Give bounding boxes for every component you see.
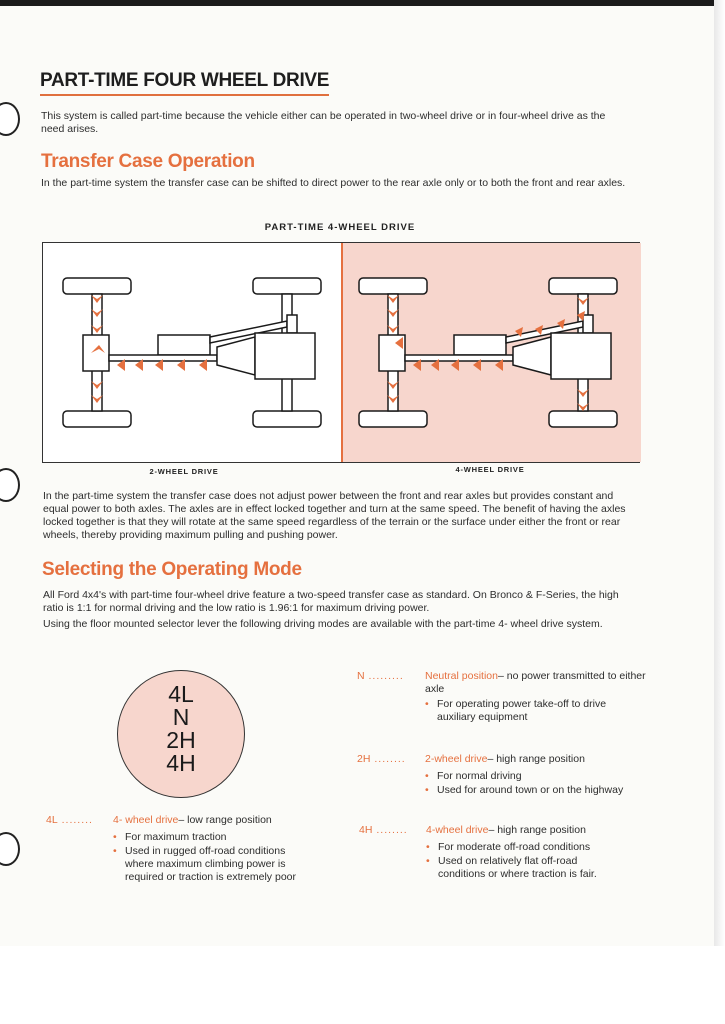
label-2wd: 2-WHEEL DRIVE: [149, 467, 219, 476]
mode-description: – no power transmitted to either axle: [425, 670, 646, 695]
binder-hole: [0, 102, 20, 136]
mode-bullet: • For moderate off-road conditions: [426, 841, 611, 854]
binder-hole: [0, 468, 20, 502]
section-title-operating-mode: Selecting the Operating Mode: [42, 559, 302, 580]
mode-name: 4- wheel drive: [113, 814, 179, 826]
mode-name: 4-wheel drive: [426, 824, 489, 836]
mode-4h: 4H ........ 4-wheel drive– high range position • For moderate off-road conditions • Used on relatively flat off-road conditions or where traction is fair.: [359, 824, 649, 882]
mode-bullet: • For normal driving: [425, 770, 652, 783]
binder-hole: [0, 832, 20, 866]
mode-bullet: • For operating power take-off to drive auxiliary equipment: [425, 698, 647, 724]
mode-code: 4H: [359, 824, 373, 836]
mode-name: Neutral position: [425, 670, 498, 682]
brochure-page: [0, 6, 715, 946]
mode-name: 2-wheel drive: [425, 753, 488, 765]
transfer-case-paragraph: In the part-time system the transfer case can be shifted to direct power to the rear axle only or to both the front and rear axles.: [41, 177, 626, 189]
mode-bullet: • For maximum traction: [113, 831, 313, 844]
selector-position-n: N: [172, 704, 190, 730]
diagram-title: PART-TIME 4-WHEEL DRIVE: [264, 222, 416, 233]
drivetrain-drawings: [43, 243, 639, 462]
selector-position-4h: 4H: [166, 750, 196, 776]
selector-position-4l: 4L: [168, 681, 194, 707]
mode-4l: 4L ........ 4- wheel drive– low range position • For maximum traction • Used in rugged off-road conditions where maximum climbing power is required or traction is extremely poor: [46, 814, 336, 885]
mode-neutral: N ......... Neutral position– no power transmitted to either axle • For operating power take-off to drive auxiliary equipment: [357, 670, 647, 725]
mode-code: 2H: [357, 753, 371, 765]
page-title: PART-TIME FOUR WHEEL DRIVE: [40, 70, 329, 96]
mode-code: N: [357, 670, 365, 682]
mode-2h: 2H ........ 2-wheel drive– high range position • For normal driving • Used for around town or on the highway: [357, 753, 652, 798]
intro-paragraph: This system is called part-time because the vehicle either can be operated in two-wheel drive or in four-wheel drive as the need arises.: [41, 110, 606, 135]
mode-code: 4L: [46, 814, 58, 826]
drivetrain-diagram: [42, 242, 640, 463]
scan-page-edge: [714, 0, 725, 946]
transfer-ratio-paragraph: All Ford 4x4's with part-time four-wheel drive feature a two-speed transfer case as standard. On Bronco & F-Series, the high ratio is 1:1 for normal driving and the low ratio is 1.96:1 for maximum driving power.: [43, 589, 619, 614]
mode-bullet: • Used on relatively flat off-road conditions or where traction is fair.: [426, 855, 611, 881]
mode-description: – low range position: [178, 814, 272, 826]
shift-selector-diagram: [117, 670, 245, 798]
selector-position-2h: 2H: [166, 727, 196, 753]
locked-axles-paragraph: In the part-time system the transfer case does not adjust power between the front and rear axles but provides constant and equal power to both axles. The axles are in effect locked together and turn at the same speed. The benefit of having the axles locked together is that they will rotate at the same speed regardless of the terrain or the surface under either the front or rear wheels, thereby providing maximum pulling and pushing power.: [43, 490, 626, 541]
label-4wd: 4-WHEEL DRIVE: [455, 465, 525, 474]
mode-bullet: • Used in rugged off-road conditions where maximum climbing power is required or traction is extremely poor: [113, 845, 313, 884]
mode-description: – high range position: [488, 824, 586, 836]
selector-lever-paragraph: Using the floor mounted selector lever the following driving modes are available with the part-time 4- wheel drive system.: [43, 618, 603, 630]
section-title-transfer-case: Transfer Case Operation: [41, 151, 255, 172]
mode-bullet: • Used for around town or on the highway: [425, 784, 652, 797]
mode-description: – high range position: [487, 753, 585, 765]
